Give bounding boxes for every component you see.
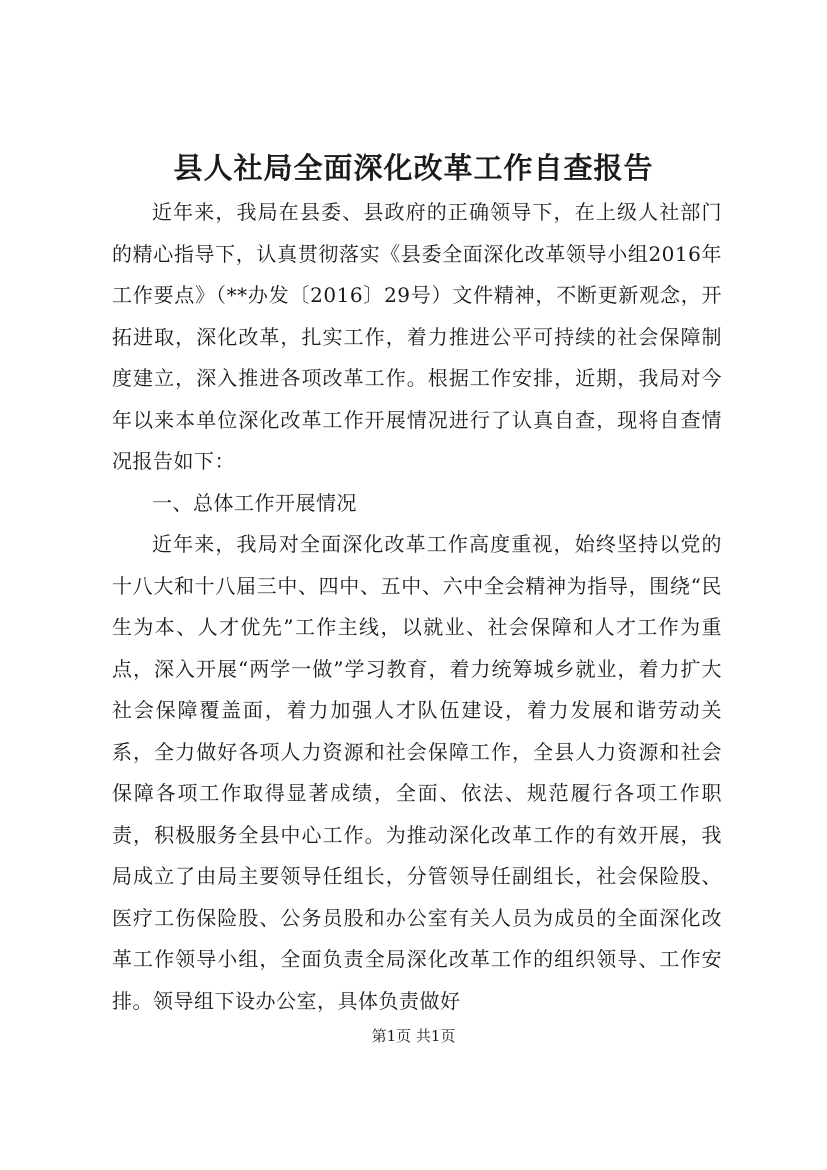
page-footer: 第1页 共1页 <box>371 1027 456 1045</box>
intro-paragraph: 近年来，我局在县委、县政府的正确领导下，在上级人社部门的精心指导下，认真贯彻落实《县委全面深化改革领导小组2016年工作要点》（**办发〔2016〕29号）文件精神，不断更新观念，开拓进取，深化改革，扎实工作，着力推进公平可持续的社会保障制度建立，深入推进各项改革工作。根据工作安排，近期，我局对今年以来本单位深化改革工作开展情况进行了认真自查，现将自查情况报告如下： <box>112 200 722 473</box>
document-body <box>112 192 722 1022</box>
section-paragraph: 近年来，我局对全面深化改革工作高度重视，始终坚持以党的十八大和十八届三中、四中、五中、六中全会精神为指导，围绕“民生为本、人才优先”工作主线，以就业、社会保障和人才工作为重点，深入开展“两学一做”学习教育，着力统筹城乡就业，着力扩大社会保障覆盖面，着力加强人才队伍建设，着力发展和谐劳动关系，全力做好各项人力资源和社会保障工作，全县人力资源和社会保障各项工作取得显著成绩，全面、依法、规范履行各项工作职责，积极服务全县中心工作。为推动深化改革工作的有效开展，我局成立了由局主要领导任组长，分管领导任副组长，社会保险股、医疗工伤保险股、公务员股和办公室有关人员为成员的全面深化改革工作领导小组，全面负责全局深化改革工作的组织领导、工作安排。领导组下设办公室，具体负责做好 <box>112 532 722 1013</box>
document-title: 县人社局全面深化改革工作自查报告 <box>173 151 654 185</box>
section-heading: 一、总体工作开展情况 <box>152 490 357 515</box>
